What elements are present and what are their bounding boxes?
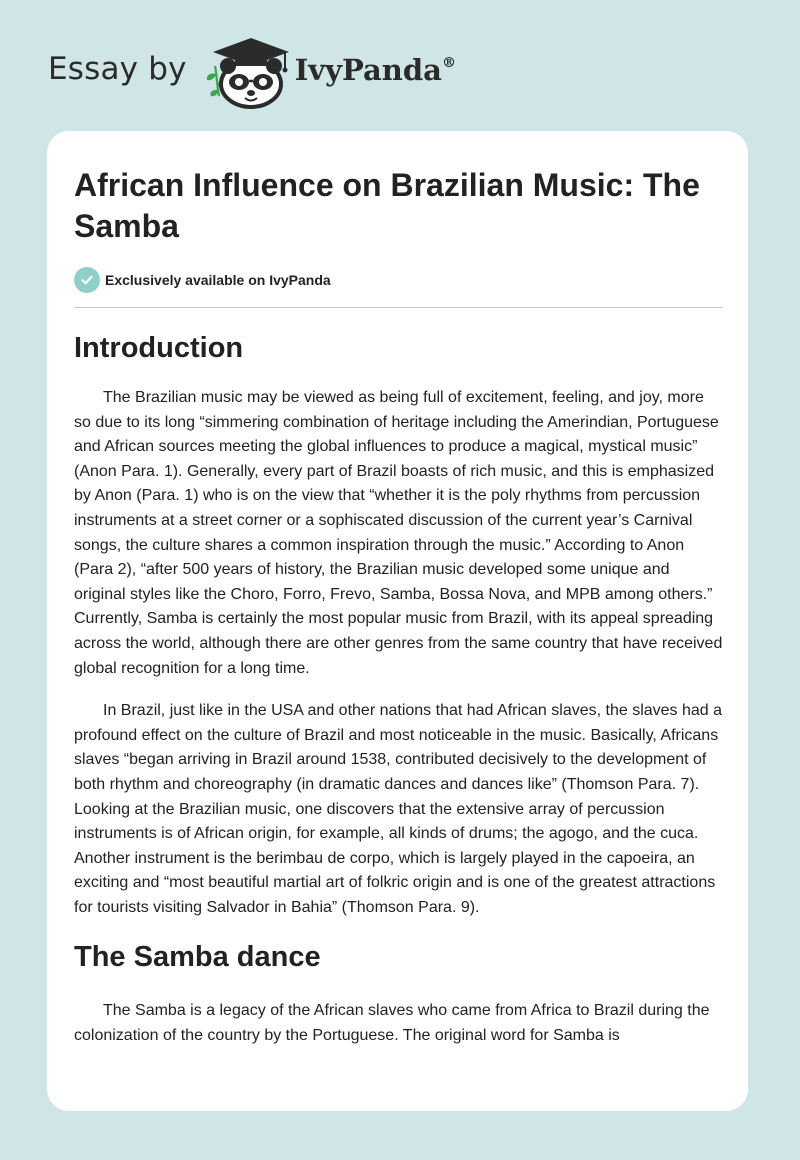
panda-logo-icon[interactable]	[201, 32, 293, 112]
section-heading-introduction: Introduction	[74, 332, 244, 364]
paragraph: The Brazilian music may be viewed as being full of excitement, feeling, and joy, more so due to its long “simmering combination of heritage including the Amerindian, Portuguese and African sources meeting the global influences to produce a magical, mystical music” (Anon Para. 1). Generally, every part of Brazil boasts of rich music, and this is emphasized by Anon (Para. 1) who is on the view that “whether it is the poly rhythms from percussion instruments at a street corner or a sophiscated discussion of the current year’s Carnival songs, the culture shares a common inspiration through the music.” According to Anon (Para 2), “after 500 years of history, the Brazilian music developed some unique and original styles like the Choro, Forro, Frevo, Samba, Bossa Nova, and MPB among others.” Currently, Samba is certainly the most popular music from Brazil, with its appeal spreading across the world, although there are other genres from the same country that have received global recognition for a long time.	[74, 389, 723, 677]
check-circle-icon	[74, 267, 100, 293]
essay-by-label: Essay by	[48, 51, 187, 87]
title-divider	[74, 307, 723, 308]
section-heading-samba-dance: The Samba dance	[74, 941, 321, 974]
site-header	[48, 32, 456, 112]
paragraph: In Brazil, just like in the USA and other nations that had African slaves, the slaves had a profound effect on the culture of Brazil and most noticeable in the music. Basically, Africans slaves “began arriving in Brazil around 1538, contributed decisively to the development of both rhythm and choreography (in dramatic dances and dances like” (Thomson Para. 7). Looking at the Brazilian music, one discovers that the extensive array of percussion instruments is of African origin, for example, all kinds of drums; the agogo, and the cuca. Another instrument is the berimbau de corpo, which is largely played in the capoeira, an exciting and “most beautiful martial art of folkric origin and is one of the greatest attractions for tourists visiting Salvador in Bahia” (Thomson Para. 9).	[74, 702, 723, 916]
exclusive-label: Exclusively available on IvyPanda	[105, 272, 331, 288]
essay-title: African Influence on Brazilian Music: The Samba	[74, 167, 700, 244]
brand-name[interactable]: IvyPanda®	[294, 53, 456, 87]
essay-card	[47, 131, 748, 1111]
paragraph: The Samba is a legacy of the African slaves who came from Africa to Brazil during the colonization of the country by the Portuguese. The original word for Samba is	[74, 1002, 710, 1045]
exclusive-badge	[74, 267, 724, 293]
